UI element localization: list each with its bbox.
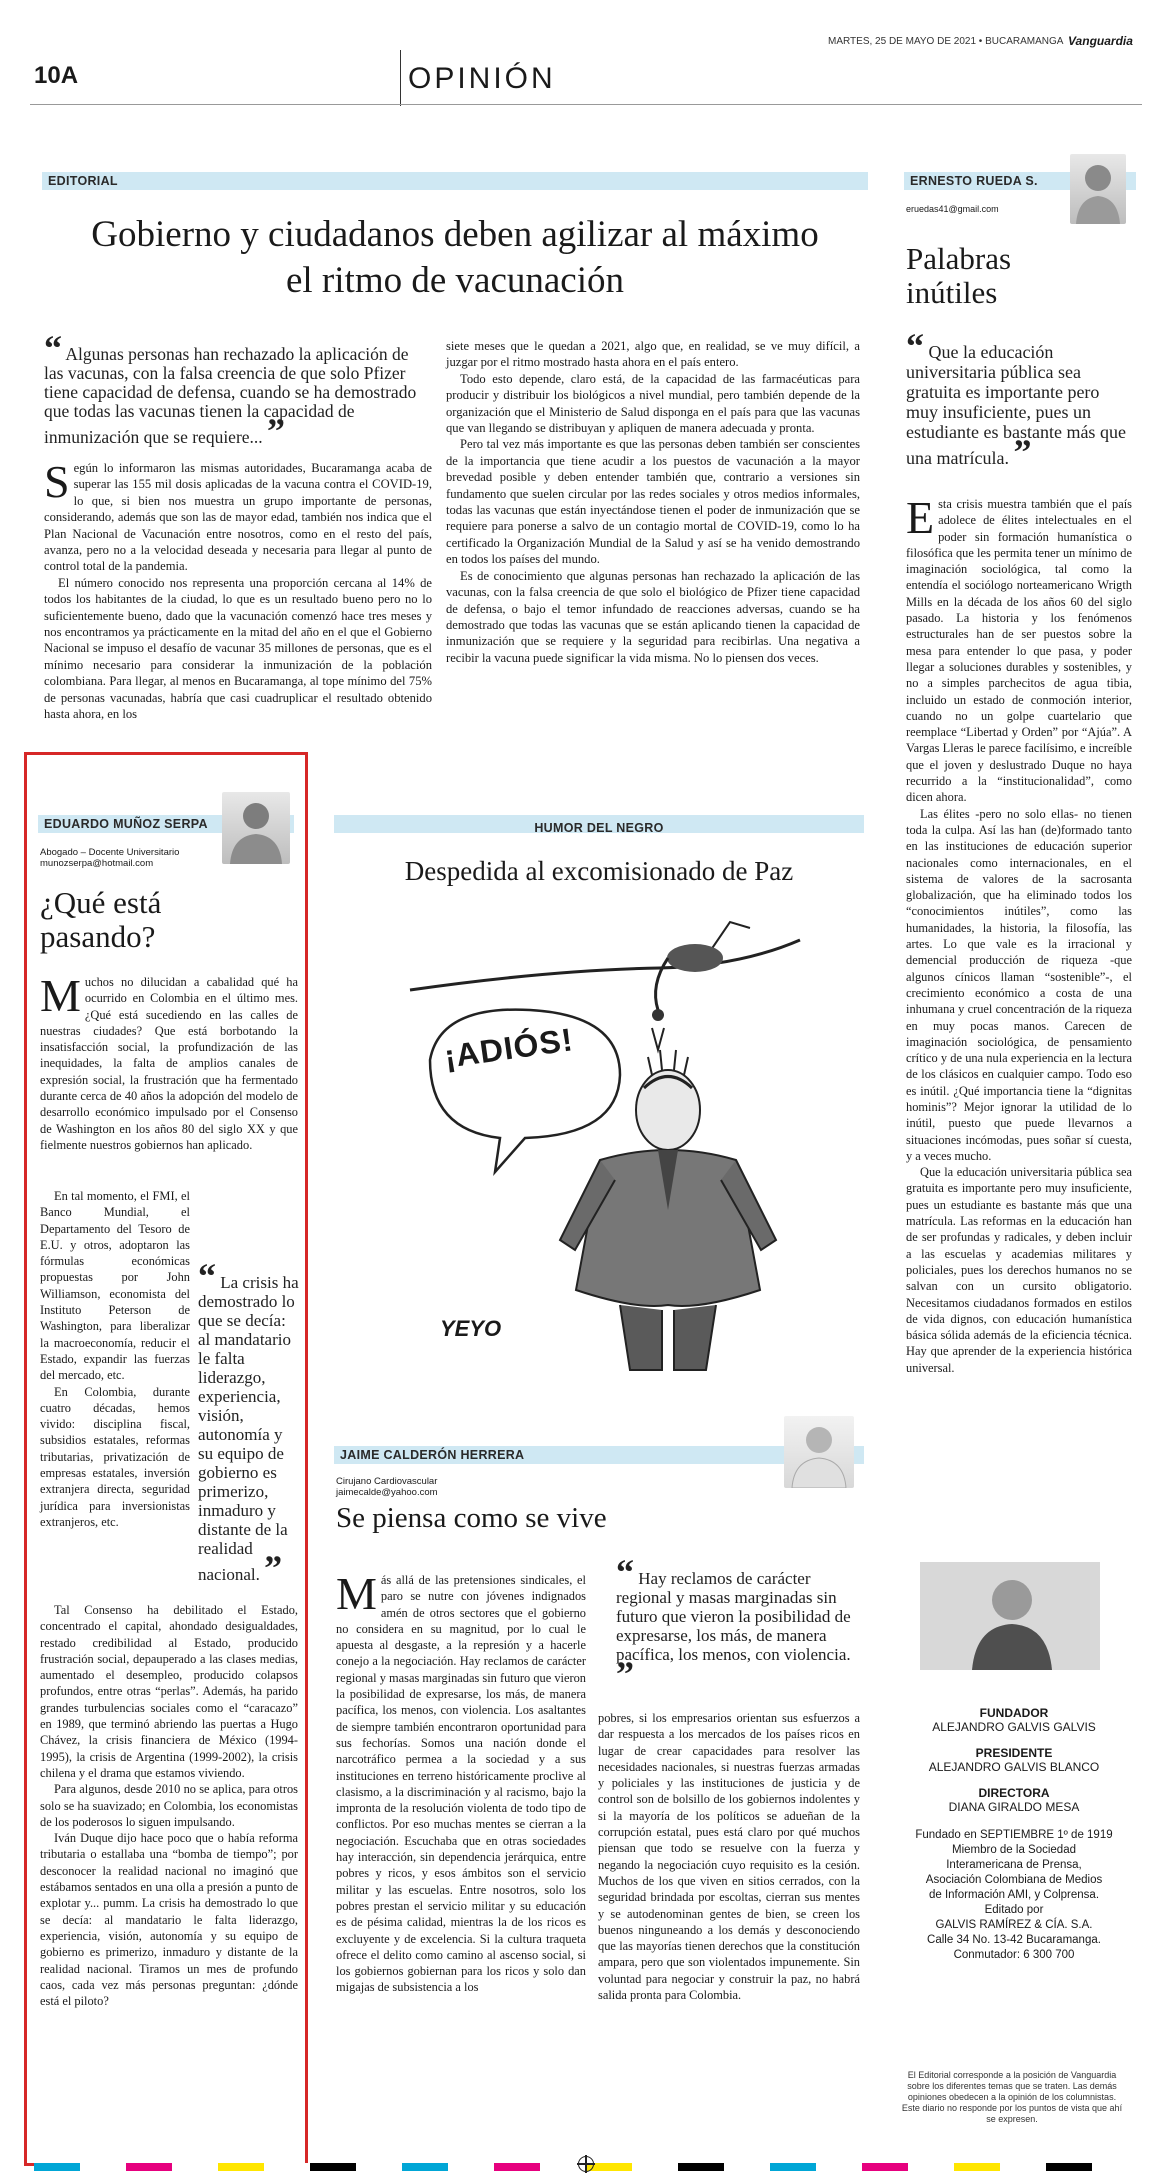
registration-swatch xyxy=(356,2163,402,2171)
fundador-label: FUNDADOR xyxy=(979,1706,1049,1720)
registration-swatch xyxy=(494,2163,540,2171)
registration-swatch xyxy=(172,2163,218,2171)
author-credentials: Abogado – Docente Universitario munozserpa@hotmail.com xyxy=(40,847,180,869)
registration-swatch xyxy=(816,2163,862,2171)
registration-swatch xyxy=(862,2163,908,2171)
registration-swatch xyxy=(678,2163,724,2171)
directora-name: DIANA GIRALDO MESA xyxy=(948,1800,1080,1814)
cartoon-tag-bar xyxy=(334,815,864,833)
editorial-column-2: siete meses que le quedan a 2021, algo que, en realidad, se ve muy difícil, a juzgar por el ritmo mostrado hasta ahora en el país entero. Todo esto depende, claro está, de la capacidad de las farmacéuticas para producir y distribuir los biológicos a nivel mundial, pero también depende de la organización que el Ministerio de Salud disponga en el país para que las vacunas que van llegando se distribuyan y apliquen de manera adecuada y pronta. Pero tal vez más importante es que las personas deben también ser conscientes de la importancia que tiene acudir a los puestos de vacunación a la mayor brevedad posible y deben entender también que, contrario a versiones sin fundamento que suelen circular por las redes sociales y otros medios informales, todas las vacunas que están inyectándose tienen el poder de inmunización que se requiere para ponerse a salvo de un contagio mortal de COVID-19, como lo ha certificado la Organización Mundial de la Salud y así se ha venido demostrando en todos los países del mundo. Es de conocimiento que algunas personas han rechazado la aplicación de las vacunas, con la falsa creencia de que solo el biológico de Pfizer tiene capacidad de defensa, o bajo el temor infundado de reacciones adversas, cuando se ha demostrado que todas las vacunas que se están aplicando tienen la capacidad de inmunización que se requiere y la seguridad para recibirlas. Una negativa a recibir la vacuna puede significar la vida misma. No lo piensen dos veces. xyxy=(446,339,860,665)
author-photo xyxy=(784,1416,854,1488)
dropcap: E xyxy=(906,492,935,543)
masthead xyxy=(906,1706,1122,1963)
dropcap: M xyxy=(336,1568,377,1619)
registration-swatch xyxy=(80,2163,126,2171)
author-name: JAIME CALDERÓN HERRERA xyxy=(340,1448,525,1462)
editorial-headline: Gobierno y ciudadanos deben agilizar al máximo el ritmo de vacunación xyxy=(91,214,819,301)
author-email: eruedas41@gmail.com xyxy=(906,204,999,214)
presidente-name: ALEJANDRO GALVIS BLANCO xyxy=(928,1760,1100,1774)
registration-swatch xyxy=(724,2163,770,2171)
author-portrait-icon xyxy=(784,1416,854,1488)
author-portrait-icon xyxy=(222,792,290,864)
cartoon-illustration xyxy=(400,910,820,1380)
dropcap: M xyxy=(40,970,81,1021)
founder-photo xyxy=(920,1562,1100,1670)
munoz-body-narrow: En tal momento, el FMI, el Banco Mundial, el Departamento del Tesoro de E.U. y otros, adoptaron las fórmulas económicas propuestas por John Williamson, economista del Instituto Peterson de Washington, para liberalizar la macroeconomía, reducir el Estado, expandir las fuerzas del mercado, etc. En Colombia, durante cuatro décadas, hemos vivido: disciplina fiscal, subsidios estatales, reformas tributarias, privatización de empresas estatales, inversión extranjera directa, seguridad jurídica para inversionistas extranjeros, etc. xyxy=(40,1189,190,1529)
registration-swatch xyxy=(126,2163,172,2171)
registration-swatch xyxy=(954,2163,1000,2171)
registration-swatch xyxy=(908,2163,954,2171)
registration-swatch xyxy=(402,2163,448,2171)
munoz-body-bottom: Tal Consenso ha debilitado el Estado, concentrado el capital, ahondado desigualdades, restado credibilidad al Estado, producido frustración social, depauperado a las clases medias, aumentado el desempleo, producido colapsos profundos, entre otras “perlas”. Además, ha parido grandes turbulencias sociales como el “caracazo” en 1989, que terminó abriendo las puertas a Hugo Chávez, la crisis financiera de México (1994-1995), la crisis de Argentina (1999-2002), la crisis chilena y el drama que estamos viviendo. Para algunos, desde 2010 no se aplica, para otros solo se ha suavizado; en Colombia, los economistas de los poderosos lo siguen impulsando. Iván Duque dijo hace poco que o había reforma tributaria o estallaba una “bomba de tiempo”; por desconocer la realidad nacional no imaginó que estábamos sentados en una olla a presión a punto de explotar y... pumm. La crisis ha demostrado lo que se decía: al mandatario le falta liderazgo, experiencia, visión, autonomía y su equipo de gobierno es primerizo, inmaduro y distante de la realidad nacional. Tiramos un mes de profundo caos, cada vez más personas preguntan: ¿dónde está el piloto? xyxy=(40,1603,298,2009)
page-number: 10A xyxy=(34,62,79,89)
open-quote-icon: “ xyxy=(906,326,924,366)
cartoon-title: Despedida al excomisionado de Paz xyxy=(404,856,794,886)
rueda-body: Esta crisis muestra también que el país adolece de élites intelectuales en el poder sin formación humanística o filosófica que les permita tener un mínimo de imaginación sociológica, tal como la entendía el sociólogo norteamericano Wrigth Mills en la década de los años 60 del siglo pasado. La historia y los fenómenos estructurales han de ser puestos sobre la mesa para entender lo que pasa, y poder llegar a soluciones durables y sostenibles, y no a simples parchecitos de agua tibia, incluido un estado de conmoción interior, cuando no un golpe cuartelario que reemplace “Libertad y Orden” por “Ajúa”. A Vargas Lleras le parece facilísimo, e increíble que el joven y deslustrado Duque no haya recurrido a la “institucionalidad”, como dicen ahora. Las élites -pero no solo ellas- no tienen toda la culpa. Así las han (de)formado tanto en las instituciones de educación superior nacionales como internacionales, en el sistema de valores de la sacrosanta globalización, que ha eliminado todos los “conocimientos inútiles”, como las humanidades, la historia, la filosofía, las artes. Lo que vale es la irracional y demencial producción de riqueza -que algunos cínicos llaman “sostenible”-, el crecimiento económico a costa de una inhumana y cruel concentración de la riqueza en muy pocas manos. Carecen de imaginación sociológica, de pensamiento crítico y de una nula experiencia en la lectura de los clásicos en cualquier campo. Todo eso es inútil. ¿Qué importancia tiene la “dignitas hominis”? Mejor ignorar la utilidad de lo inútil, puesto que puede llevarnos a situaciones incómodas, pues soñar sí cuesta, y a veces mucho. Que la educación universitaria pública sea gratuita es importante pero muy insuficiente, pues un estudiante es bastante más que una matrícula. Las reformas en la educación han de ser profundas y radicales, y deben incluir a las escuelas y academias militares y policiales, pues los derechos humanos no se salvan con un cursito obligatorio. Necesitamos ciudadanos formados en estilos de vida dignos, con educación humanística básica sólida además de la eficiencia técnica. Hay que aprender de la experiencia histórica universal. xyxy=(906,492,1132,1375)
munoz-body-top: Muchos no dilucidan a cabalidad qué ha ocurrido en Colombia en el último mes. ¿Qué está sucediendo en las calles de nuestras ciudades? Que está borbotando la insatisfacción social, la profundización de las inequidades, la falta de amplios canales de expresión social, la frustración que ha fermentado durante cerca de 40 años la adopción del modelo de desarrollo económico impulsado por el Consenso de Washington en los años 80 del siglo XX y que fielmente nuestros gobiernos han aplicado. xyxy=(40,970,298,1152)
registration-swatch xyxy=(1000,2163,1046,2171)
close-quote-icon: ” xyxy=(267,411,286,451)
munoz-pullquote: “ La crisis ha demostrado lo que se decía: al mandatario le falta liderazgo, experiencia, visión, autonomía y su equipo de gobierno es primerizo, inmaduro y distante de la realidad nacional. ” xyxy=(198,1256,299,1588)
close-quote-icon: ” xyxy=(616,1654,634,1694)
fundador-name: ALEJANDRO GALVIS GALVIS xyxy=(932,1720,1096,1734)
close-quote-icon: ” xyxy=(1013,432,1032,472)
column-title: Palabras inútiles xyxy=(906,241,1012,310)
author-photo xyxy=(222,792,290,864)
open-quote-icon: “ xyxy=(198,1256,216,1296)
registration-mark-icon xyxy=(578,2156,594,2172)
registration-swatch xyxy=(264,2163,310,2171)
calderon-column-1: Más allá de las pretensiones sindicales, el paro se nutre con jóvenes indignados amén de otros sectores que el gobierno no considera en su magnitud, por lo cual le apuesta al desgaste, a la represión y a hacerle conejo a la negociación. Hay reclamos de carácter regional y masas marginadas sin futuro que vieron la posibilidad de expresarse, los más, de manera pacífica, los menos, con violencia. Los asaltantes de siempre también encontraron oportunidad para sus fechorías. Somos una nación donde el narcotráfico permea a la sociedad y a sus instituciones en terreno históricamente proclive al clasismo, a la discriminación y al racismo, bajo la impronta de la resolución violenta de todo tipo de conflictos. Por eso muchas mentes se cierran a la negociación. Escuchaba que en otras sociedades hay interacción, sin dependencia jerárquica, entre pobres y ricos, y esos ámbitos son el servicio militar y las escuelas. Entre nosotros, solo los pobres prestan el servicio militar y su educación es de pésima calidad, mientras la de los ricos es excluyente y de excelencia. Si la cultura traqueta ofrece el delito como camino al ascenso social, si los gobiernos gobiernan para los ricos y solo dan migajas de subsistencia a los xyxy=(336,1568,586,1995)
registration-swatch xyxy=(310,2163,356,2171)
cartoon-bubble-text: ¡ADIÓS! xyxy=(442,1021,576,1075)
header-rule xyxy=(30,104,1142,105)
open-quote-icon: “ xyxy=(616,1552,634,1592)
presidente-label: PRESIDENTE xyxy=(975,1746,1053,1760)
cartoon-signature: YEYO xyxy=(440,1316,502,1341)
calderon-column-2: pobres, si los empresarios orientan sus esfuerzos a dar respuesta a los mercados de los países ricos en lugar de crear capacidades para resolver las necesidades nacionales, si nuestras fuerzas armadas y policiales y las instituciones de justicia y de control son de bolsillo de los gobiernos indolentes y si la mayoría de los políticos se adueñan de la corrupción estatal, pues está claro por qué muchos piensan que todo se resuelve con la fuerza y negando la negociación cuyo requisito es la cesión. Muchos de los que viven en sitios cerrados, con la seguridad brindada por escoltas, cierran sus mentes y se autodenominan gentes de bien, se creen los buenos ninguneando a los demás y desconociendo que las mayorías tienen derechos que la constitución ampara, pero que son violentados impunemente. Sin voluntad para negociar y construir la paz, no habrá salida pronta para Colombia. xyxy=(598,1711,860,2003)
registration-swatch xyxy=(1046,2163,1092,2171)
date-line: MARTES, 25 DE MAYO DE 2021 • BUCARAMANGA xyxy=(828,36,1064,47)
header-divider xyxy=(400,50,401,106)
registration-swatch xyxy=(448,2163,494,2171)
close-quote-icon: ” xyxy=(264,1548,283,1588)
editorial-tag-bar xyxy=(42,172,868,190)
author-photo xyxy=(1070,154,1126,224)
directora-label: DIRECTORA xyxy=(978,1786,1050,1800)
author-portrait-icon xyxy=(1070,154,1126,224)
open-quote-icon: “ xyxy=(44,328,62,368)
author-name: EDUARDO MUÑOZ SERPA xyxy=(44,817,208,831)
masthead-info: Fundado en SEPTIEMBRE 1º de 1919 Miembro de la Sociedad Interamericana de Prensa, Asociación Colombiana de Medios de Información AMI, y Colprensa. Editado por GALVIS RAMÍREZ & CÍA. S.A. Calle 34 No. 13-42 Bucaramanga. Conmutador: 6 300 700 xyxy=(915,1829,1113,1961)
column-title: Se piensa como se vive xyxy=(336,1502,607,1534)
editorial-column-1: Según lo informaron las mismas autoridades, Bucaramanga acaba de superar las 155 mil dosis aplicadas de la vacuna contra el COVID-19, lo que, si bien nos muestra un grupo importante de personas, considerando, además que son las de mayor edad, también nos indica que el Plan Nacional de Vacunación entre nosotros, como en el resto del país, avanza, pero no a la velocidad deseada y necesaria para llegar al punto de control total de la pandemia. El número conocido nos representa una proporción cercana al 14% de todos los habitantes de la ciudad, lo que es un resultado bueno pero no lo suficientemente bueno, dado que la vacunación comenzó hace tres meses y nos encontramos ya prácticamente en la mitad del año en el que el Gobierno Nacional se impuso el desafío de vacunar 35 millones de personas, que es el mínimo necesario para considerar la inmunización de la población colombiana. Para llegar, al menos en Bucaramanga, al tope mínimo del 75% de personas vacunadas, habría que casi cuadruplicar el resultado obtenido hasta ahora, en los xyxy=(44,456,432,722)
disclaimer: El Editorial corresponde a la posición de Vanguardia sobre los diferentes temas que se traten. Las demás opiniones obedecen a la opinión de los columnistas. Este diario no responde por los puntos de vista que ahí se expresen. xyxy=(901,2070,1123,2124)
author-name: ERNESTO RUEDA S. xyxy=(910,174,1038,188)
rueda-pullquote: “ Que la educación universitaria pública sea gratuita es importante pero muy insuficiente, pues un estudiante es bastante más que una matrícula. ” xyxy=(906,326,1126,472)
newspaper-logo: Vanguardia xyxy=(1068,34,1133,48)
dropcap: S xyxy=(44,456,70,507)
section-title: OPINIÓN xyxy=(408,62,556,95)
author-credentials: Cirujano Cardiovascular jaimecalde@yahoo.com xyxy=(336,1476,438,1498)
cartoon-tag: HUMOR DEL NEGRO xyxy=(534,821,664,835)
editorial-pullquote: “ Algunas personas han rechazado la aplicación de las vacunas, con la falsa creencia de que solo Pfizer tiene capacidad de defensa, cuando se ha demostrado que todas las vacunas tienen la capacidad de inmunización que se requiere... ” xyxy=(44,328,417,451)
editorial-tag: EDITORIAL xyxy=(48,174,118,188)
registration-swatch xyxy=(218,2163,264,2171)
column-title: ¿Qué está pasando? xyxy=(40,885,162,954)
founder-portrait-icon xyxy=(920,1562,1100,1670)
calderon-pullquote: “ Hay reclamos de carácter regional y masas marginadas sin futuro que vieron la posibilidad de expresarse, los más, de manera pacífica, los menos, con violencia. ” xyxy=(616,1552,851,1694)
registration-swatch xyxy=(770,2163,816,2171)
registration-swatch xyxy=(632,2163,678,2171)
registration-swatch xyxy=(34,2163,80,2171)
registration-swatch xyxy=(1092,2163,1138,2171)
